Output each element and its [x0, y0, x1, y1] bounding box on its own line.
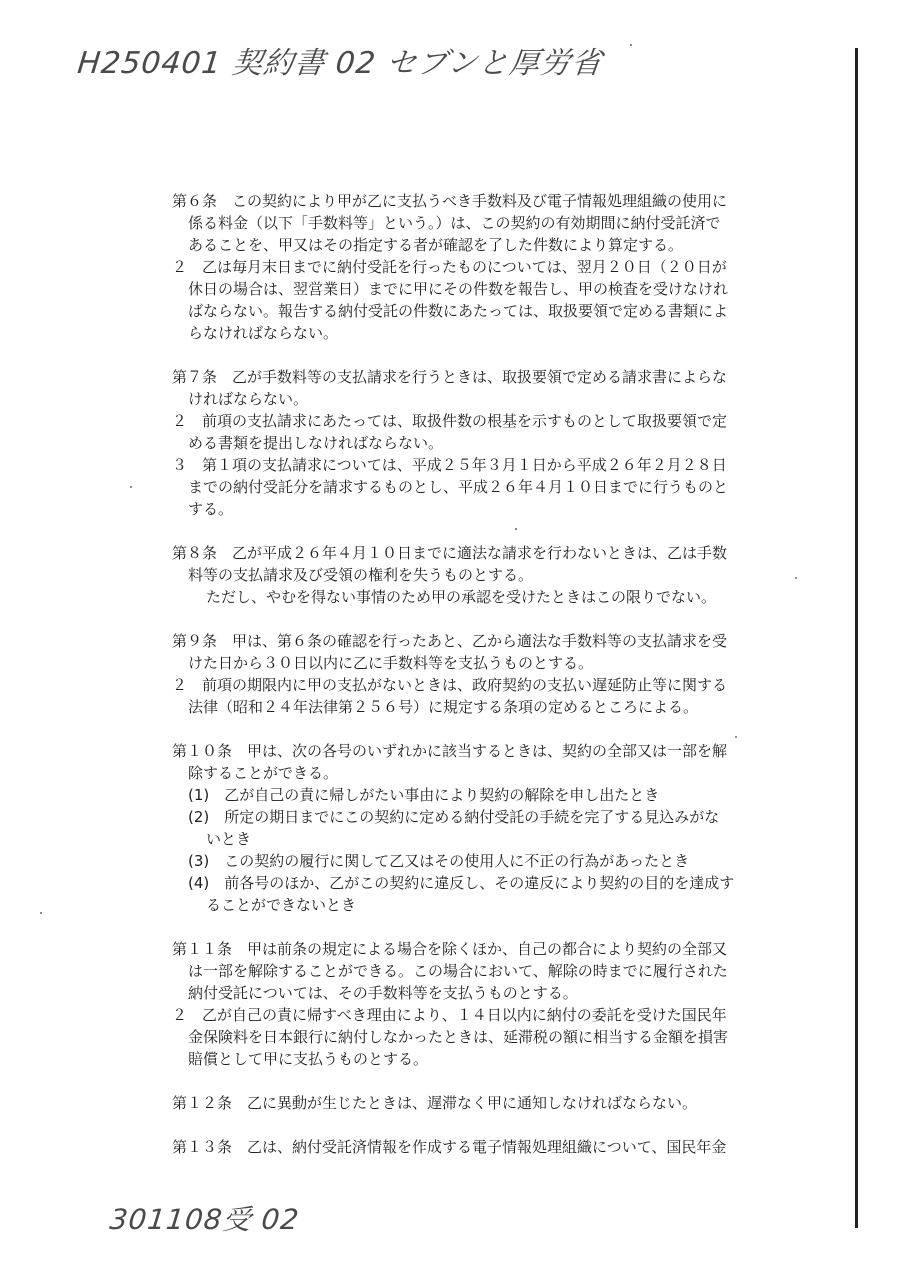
text-line: あることを、甲又はその指定する者が確認を了した件数により算定する。 [188, 236, 684, 254]
text-line: (3) この契約の履行に関して乙又はその使用人に不正の行為があったとき [188, 852, 690, 870]
text-line: ２ 前項の支払請求にあたっては、取扱件数の根基を示すものとして取扱要領で定 [172, 412, 728, 430]
text-line: (1) 乙が自己の責に帰しがたい事由により契約の解除を申し出たとき [188, 786, 660, 804]
text-line: める書類を提出しなければならない。 [188, 434, 444, 452]
scan-speck [795, 577, 797, 579]
text-line: 第１３条 乙は、納付受託済情報を作成する電子情報処理組織について、国民年金 [172, 1138, 727, 1156]
article-8 [172, 542, 802, 608]
article-12-main [172, 1092, 802, 1114]
article-6 [172, 190, 802, 344]
text-line: いとき [206, 830, 252, 848]
article-12 [172, 1092, 802, 1114]
text-line: までの納付受託分を請求するものとし、平成２６年４月１０日までに行うものと [188, 478, 729, 496]
article-6-paragraph-2 [172, 256, 802, 344]
text-line: ３ 第１項の支払請求については、平成２５年３月１日から平成２６年２月２８日 [172, 456, 727, 474]
text-line: 第７条 乙が手数料等の支払請求を行うときは、取扱要領で定める請求書によらな [172, 368, 728, 386]
text-line: ２ 乙が自己の責に帰すべき理由により、１４日以内に納付の委託を受けた国民年 [172, 1006, 727, 1024]
text-line: 第１１条 甲は前条の規定による場合を除くほか、自己の都合により契約の全部又 [172, 940, 728, 958]
text-line: 休日の場合は、翌営業日）までに甲にその件数を報告し、甲の検査を受けなけれ [188, 280, 729, 298]
text-line: ただし、やむを得ない事情のため甲の承認を受けたときはこの限りでない。 [206, 588, 717, 606]
article-10-item-1 [172, 784, 802, 806]
text-line: 納付受託については、その手数料等を支払うものとする。 [188, 984, 578, 1002]
article-11-main [172, 938, 802, 1004]
text-line: けた日から３０日以内に乙に手数料等を支払うものとする。 [188, 654, 594, 672]
handwritten-header-note: H250401 契約書 02 セブンと厚労省 [75, 46, 605, 81]
article-13 [172, 1136, 802, 1158]
text-line: (4) 前各号のほか、乙がこの契約に違反し、その違反により契約の目的を達成す [188, 874, 735, 892]
article-7-paragraph-3 [172, 454, 802, 520]
article-7 [172, 366, 802, 520]
article-10-main [172, 740, 802, 784]
text-line: 賠償として甲に支払うものとする。 [188, 1050, 429, 1068]
text-line: ることができないとき [206, 896, 357, 914]
scan-speck [735, 736, 737, 738]
article-11 [172, 938, 802, 1070]
article-9-main [172, 630, 802, 674]
scan-speck [515, 528, 517, 530]
scan-speck [630, 44, 632, 46]
text-line: 除することができる。 [188, 764, 339, 782]
contract-body [172, 190, 802, 1180]
article-10-item-3 [172, 850, 802, 872]
handwritten-footer-note: 301108受 02 [108, 1203, 301, 1236]
article-10-item-4 [172, 872, 802, 916]
text-line: ければならない。 [188, 390, 309, 408]
text-line: 料等の支払請求及び受領の権利を失うものとする。 [188, 566, 534, 584]
text-line: (2) 所定の期日までにこの契約に定める納付受託の手続を完了する見込みがな [188, 808, 720, 826]
article-10 [172, 740, 802, 916]
text-line: は一部を解除することができる。この場合において、解除の時までに履行された [188, 962, 728, 980]
margin-rule-line [855, 48, 858, 1228]
text-line: ばならない。報告する納付受託の件数にあたっては、取扱要領で定める書類によ [188, 302, 729, 320]
text-line: 第６条 この契約により甲が乙に支払うべき手数料及び電子情報処理組織の使用に [172, 192, 728, 210]
article-7-paragraph-2 [172, 410, 802, 454]
text-line: 第８条 乙が平成２６年４月１０日までに適法な請求を行わないときは、乙は手数 [172, 544, 728, 562]
text-line: ２ 前項の期限内に甲の支払がないときは、政府契約の支払い遅延防止等に関する [172, 676, 728, 694]
scan-speck [40, 912, 42, 914]
scan-speck [130, 486, 132, 488]
text-line: ２ 乙は毎月末日までに納付受託を行ったものについては、翌月２０日（２０日が [172, 258, 727, 276]
text-line: する。 [188, 500, 234, 518]
text-line: 係る料金（以下「手数料等」という。）は、この契約の有効期間に納付受託済で [188, 214, 721, 232]
article-6-main [172, 190, 802, 256]
article-8-main [172, 542, 802, 608]
article-13-main [172, 1136, 802, 1158]
text-line: 金保険料を日本銀行に納付しなかったときは、延滞税の額に相当する金額を損害 [188, 1028, 729, 1046]
article-9 [172, 630, 802, 718]
text-line: 法律（昭和２４年法律第２５６号）に規定する条項の定めるところによる。 [188, 698, 699, 716]
text-line: らなければならない。 [188, 324, 339, 342]
article-7-main [172, 366, 802, 410]
text-line: 第１２条 乙に異動が生じたときは、遅滞なく甲に通知しなければならない。 [172, 1094, 698, 1112]
article-9-paragraph-2 [172, 674, 802, 718]
article-10-item-2 [172, 806, 802, 850]
article-11-paragraph-2 [172, 1004, 802, 1070]
text-line: 第１０条 甲は、次の各号のいずれかに該当するときは、契約の全部又は一部を解 [172, 742, 728, 760]
text-line: 第９条 甲は、第６条の確認を行ったあと、乙から適法な手数料等の支払請求を受 [172, 632, 728, 650]
